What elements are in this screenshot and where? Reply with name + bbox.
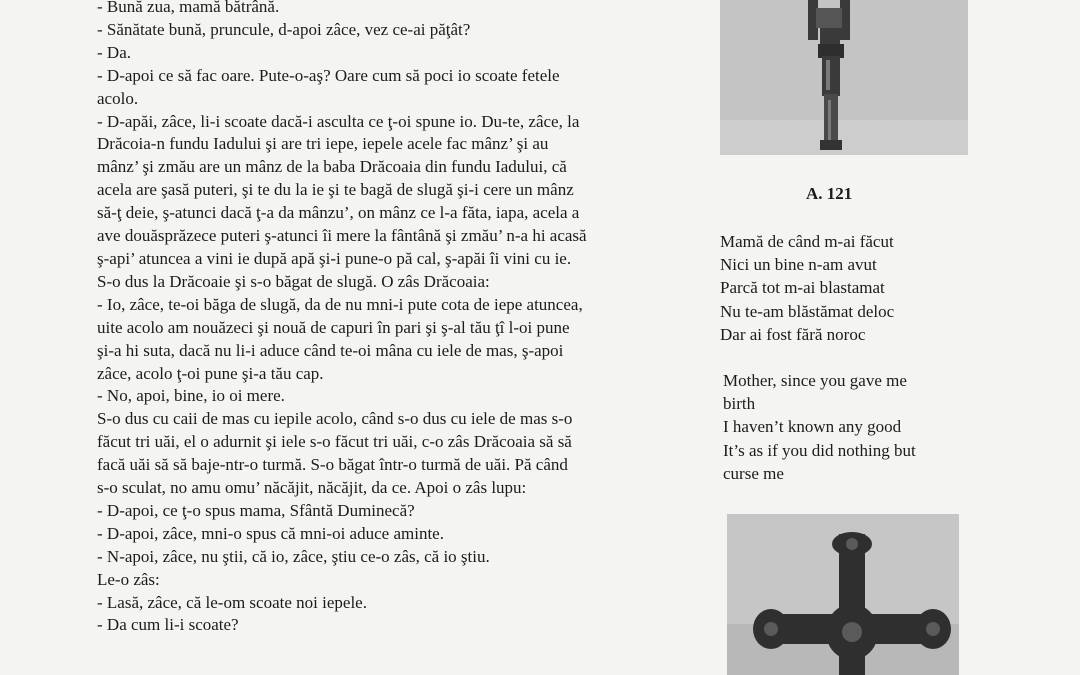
story-line: - D-apoi ce să fac oare. Pute-o-aş? Oare cum să poci io scoate fetele (97, 65, 560, 85)
story-line: - Sănătate bună, pruncule, d-apoi zâce, vez ce-ai păţât? (97, 19, 471, 39)
story-line: S-o dus la Drăcoaie şi s-o băgat de slugă. O zâs Drăcoaia: (97, 271, 490, 291)
story-line: uite acolo am nouăzeci şi nouă de capuri în pari şi ş-al tău ţî l-oi pune (97, 317, 570, 337)
story-line: - No, apoi, bine, io oi mere. (97, 386, 285, 406)
poem-line: Mamă de când m-ai făcut (720, 232, 894, 251)
story-line: Drăcoia-n fundu Iadului şi are tri iepe, iepele acele fac mânz’ şi au (97, 134, 549, 154)
poem-line: Parcă tot m-ai blastamat (720, 278, 885, 298)
poem-line: Nu te-am blăstămat deloc (720, 301, 895, 321)
story-line: - N-apoi, zâce, nu ştii, că io, zâce, ştiu ce-o zâs, că io ştiu. (97, 546, 490, 566)
story-text (97, 0, 697, 637)
story-line: mânz’ şi zmău are un mânz de la baba Drăcoaia din fundu Iadului, că (97, 157, 567, 177)
story-line: să-ţ deie, ş-atunci dacă ţ-a da mânzu’, on mânz ce l-a făta, iapa, acela a (97, 203, 580, 223)
story-line: S-o dus cu caii de mas cu iepile acolo, când s-o dus cu iele de mas s-o (97, 409, 573, 429)
poem-line: I haven’t known any good (723, 417, 902, 437)
story-line: făcut tri uăi, el o adurnit şi iele s-o făcut tri uăi, c-o zâs Drăcoaia să să (97, 432, 572, 452)
story-line: şi-a hi suta, dacă nu li-i aduce când te-oi mâna cu iele de mas, ş-apoi (97, 340, 564, 360)
poem-line: Dar ai fost fără noroc (720, 324, 866, 344)
poem-line: Nici un bine n-am avut (720, 255, 877, 275)
poem-line: It’s as if you did nothing but (723, 440, 916, 460)
story-line: - D-apoi, zâce, mni-o spus că mni-oi aduce aminte. (97, 523, 444, 543)
poem-line: birth (723, 394, 756, 414)
story-line: facă uăi să să baje-ntr-o turmă. S-o băgat într-o turmă de uăi. Pă când (97, 455, 568, 475)
story-line: - Bună zua, mamă bătrână. (97, 0, 280, 16)
poem-english (723, 369, 968, 485)
poem-line: curse me (723, 463, 784, 483)
story-line: zâce, acolo ţ-oi pune şi-a tău cap. (97, 363, 324, 383)
story-line: - Da cum li-i scoate? (97, 615, 239, 635)
cross-photo-bottom (727, 514, 959, 675)
story-line: Le-o zâs: (97, 569, 160, 589)
story-line: acolo. (97, 88, 139, 108)
poem-romanian (720, 230, 894, 346)
poem-line: Mother, since you gave me (723, 371, 907, 390)
story-line: ş-api’ atuncea a vini ie după apă şi-i pune-o pă cal, ş-apăi îi vini cu ie. (97, 248, 572, 268)
story-line: - Io, zâce, te-oi băga de slugă, da de nu mni-i pute cota de iepe atuncea, (97, 294, 583, 314)
cross-photo-top (720, 0, 968, 155)
story-line: acela are şasă puteri, şi te du la ie şi te bagă de slugă şi-i cere un mânz (97, 180, 574, 200)
story-line: - Lasă, zâce, că le-om scoate noi iepele. (97, 592, 367, 612)
story-line: ave douăsprăzece puteri ş-atunci îi mere la fântână şi zmău’ n-a hi acasă (97, 226, 587, 246)
story-line: - D-apăi, zâce, li-i scoate dacă-i asculta ce ţ-oi spune io. Du-te, zâce, la (97, 111, 580, 131)
figure-caption: A. 121 (806, 184, 853, 203)
story-line: s-o sculat, no amu omu’ năcăjit, năcăjit, da ce. Apoi o zâs lupu: (97, 478, 527, 498)
story-line: - Da. (97, 42, 131, 62)
story-line: - D-apoi, ce ţ-o spus mama, Sfântă Duminecă? (97, 500, 415, 520)
